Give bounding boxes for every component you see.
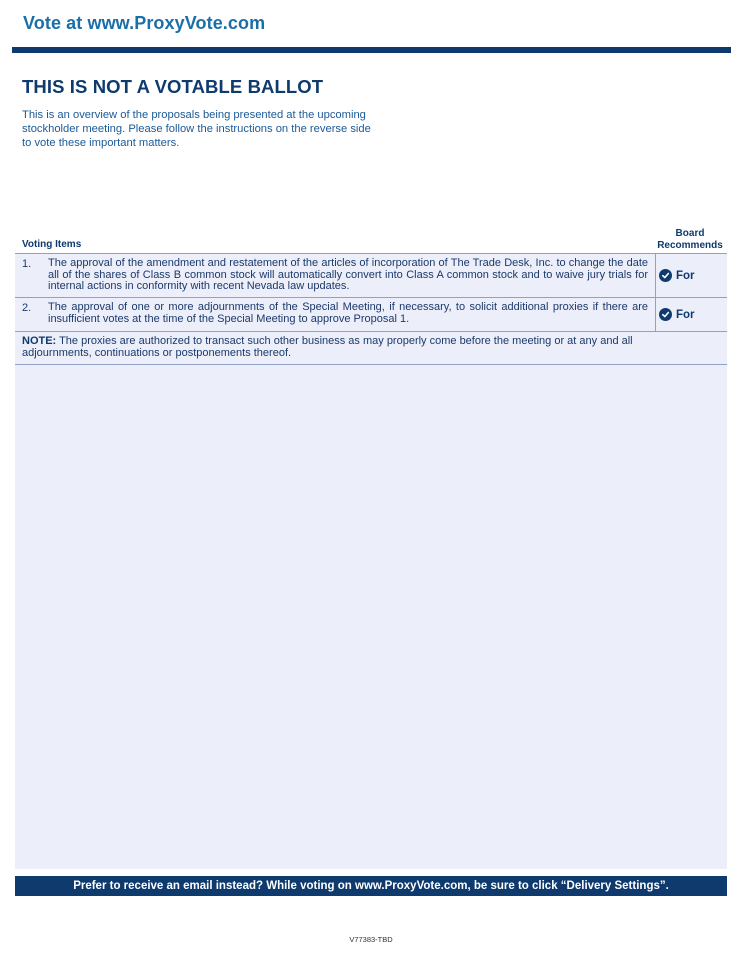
check-circle-icon — [659, 269, 672, 282]
ballot-intro-text: This is an overview of the proposals being presented at the upcoming stockholder meeting. Please follow the instructions on the reverse side to vote these important matters. — [22, 109, 371, 149]
note-text — [22, 336, 662, 359]
header-divider — [12, 47, 731, 53]
recommendation-label: For — [676, 269, 695, 282]
proxyvote-header-title: Vote at www.ProxyVote.com — [23, 13, 266, 33]
voting-items-header: Voting Items — [22, 239, 82, 250]
board-recommends-header — [651, 228, 729, 251]
check-circle-icon — [659, 308, 672, 321]
voting-item-text: The approval of one or more adjournments of the Special Meeting, if necessary, to solicit additional proxies if there are insufficient votes at the time of the Special Meeting to approve Proposal 1. — [48, 301, 648, 325]
board-recommendation — [655, 254, 727, 297]
note-body: The proxies are authorized to transact such other business as may properly come before the meeting or at any and all adjournments, continuations or postponements thereof. — [22, 335, 633, 359]
delivery-settings-banner: Prefer to receive an email instead? While voting on www.ProxyVote.com, be sure to click “Delivery Settings”. — [15, 876, 727, 896]
voting-item-1 — [15, 254, 727, 298]
voting-item-2 — [15, 298, 727, 332]
ballot-heading: THIS IS NOT A VOTABLE BALLOT — [22, 76, 324, 97]
note-label: NOTE: — [22, 335, 57, 347]
voting-item-number: 1. — [22, 258, 32, 270]
recommendation-label: For — [676, 308, 695, 321]
voting-item-number: 2. — [22, 302, 32, 314]
ballot-note — [15, 332, 727, 365]
board-recommends-line1: Board — [675, 228, 705, 239]
voting-item-text: The approval of the amendment and restatement of the articles of incorporation of The Trade Desk, Inc. to change the date all of the shares of Class B common stock will automatically convert into Class A common stock and to waive jury trials for internal actions in conformity with recent Nevada law updates. — [48, 257, 648, 293]
board-recommends-line2: Recommends — [657, 239, 723, 251]
document-code: V77383-TBD — [349, 935, 393, 944]
board-recommendation — [655, 298, 727, 331]
